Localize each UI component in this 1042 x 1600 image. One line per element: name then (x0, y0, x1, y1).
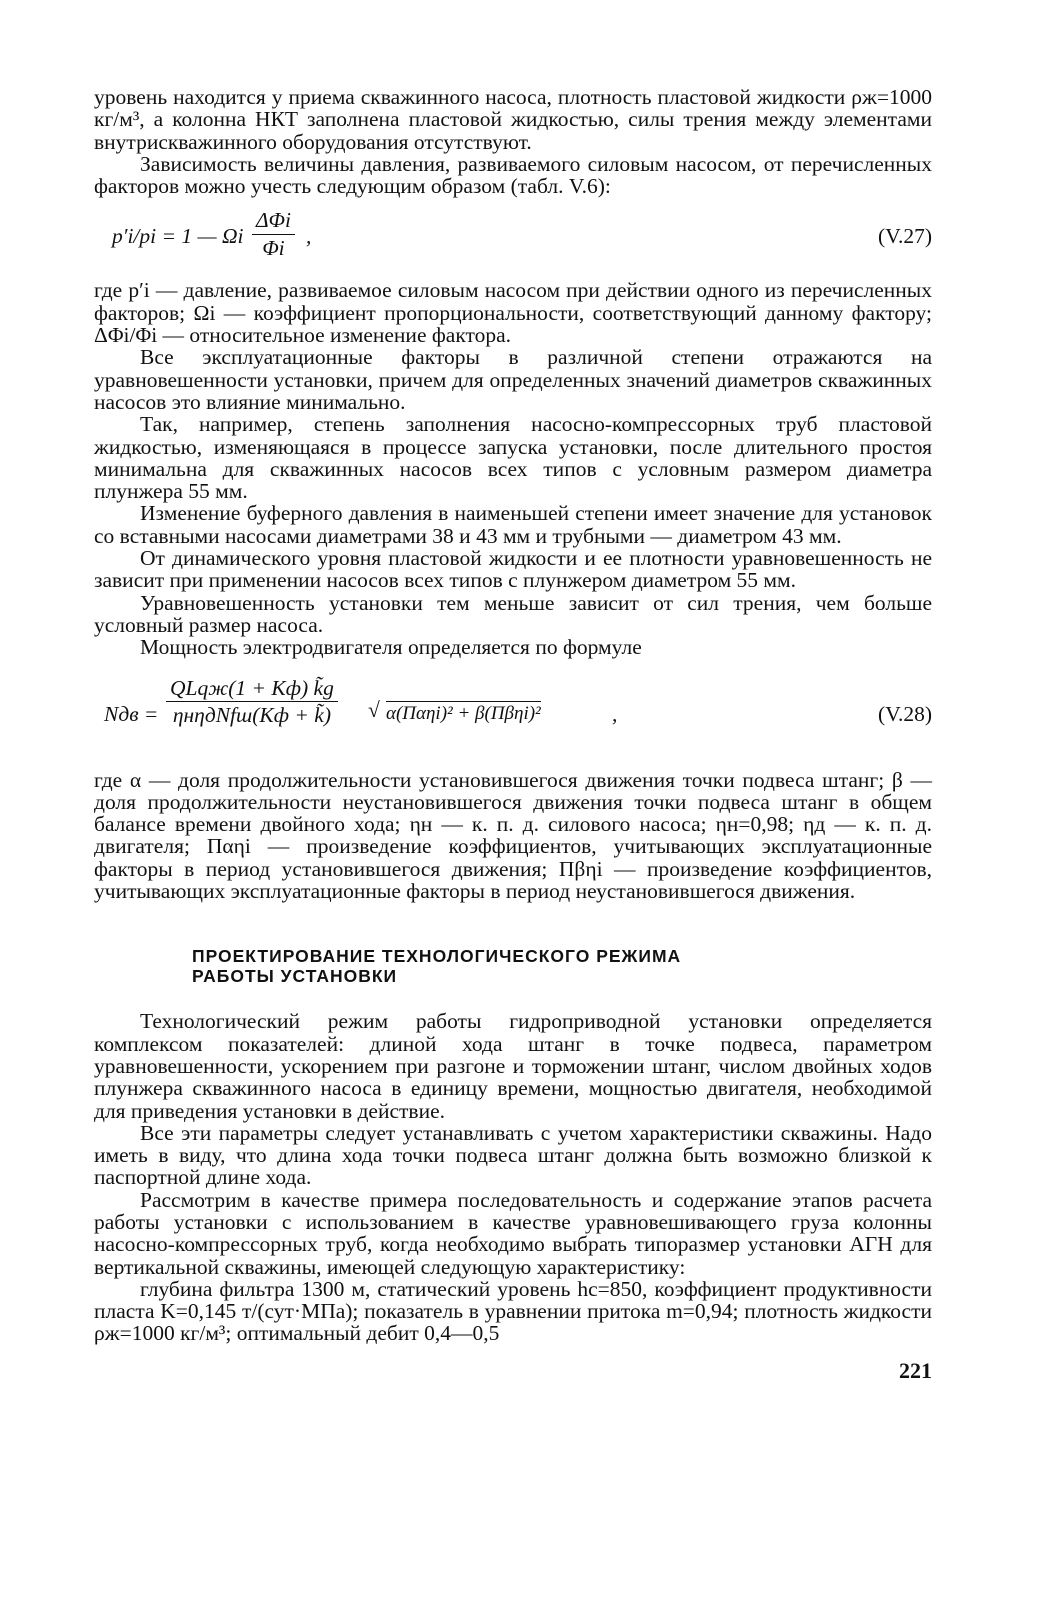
paragraph: Технологический режим работы гидроприводной установки определяется комплексом показателей: длиной хода штанг в точке подвеса, параметром уравновешенности, ускорением при разгоне и торможении штанг, числом двойных ходов плунжера скважинного насоса в единицу времени, мощностью двигателя, необходимой для приведения установки в действие. (94, 1009, 932, 1123)
formula-radicand: α(Παηi)² + β(Πβηi)² (386, 702, 541, 724)
section-heading-line: ПРОЕКТИРОВАНИЕ ТЕХНОЛОГИЧЕСКОГО РЕЖИМА (192, 946, 682, 967)
formula-lhs: Nдв = (104, 701, 159, 726)
paragraph: Уравновешенность установки тем меньше зависит от сил трения, чем больше условный размер насоса. (94, 590, 932, 637)
section-heading (192, 946, 932, 986)
paragraph: Изменение буферного давления в наименьшей степени имеет значение для установок со вставными насосами диаметрами 38 и 43 мм и трубными — диаметром 43 мм. (94, 501, 932, 548)
section-heading-line: РАБОТЫ УСТАНОВКИ (192, 966, 398, 987)
formula-fraction (166, 677, 338, 727)
formula-fraction (252, 209, 295, 259)
formula-number: (V.27) (878, 224, 932, 249)
formula-number: (V.28) (878, 701, 932, 726)
paragraph: Все эксплуатационные факторы в различной степени отражаются на уравновешенности установки, причем для определенных значений диаметров скважинных насосов это влияние минимально. (94, 345, 932, 414)
formula-v28 (94, 669, 932, 761)
paragraph: Так, например, степень заполнения насосно-компрессорных труб пластовой жидкостью, изменяющаяся в процессе запуска установки, после длительного простоя минимальна для скважинных насосов всех типов с условным размером диаметра плунжера 55 мм. (94, 412, 932, 504)
paragraph: где p′i — давление, развиваемое силовым насосом при действии одного из перечисленных факторов; Ωi — коэффициент пропорциональности, соответствующий данному фактору; ΔΦi/Φi — относительное изменение фактора. (94, 278, 932, 348)
page-body (94, 85, 932, 1384)
paragraph: Зависимость величины давления, развиваемого силовым насосом, от перечисленных факторов можно учесть следующим образом (табл. V.6): (94, 151, 932, 199)
sqrt-sign: √ (368, 697, 380, 722)
page-number: 221 (899, 1358, 932, 1384)
paragraph: где α — доля продолжительности установившегося движения точки подвеса штанг; β — доля продолжительности неустановившегося движения точки подвеса штанг в общем балансе времени двойного хода; ηн — к. п. д. силового насоса; ηн=0,98; ηд — к. п. д. двигателя; Παηi — произведение коэффициентов, учитывающих эксплуатационные факторы в период установившегося движения; Πβηi — произведение коэффициентов, учитывающих эксплуатационные факторы в период неустановившегося движения. (94, 767, 932, 904)
formula-numerator: QLqж(1 + Kф) k̃g (166, 677, 338, 702)
paragraph: Все эти параметры следует устанавливать с учетом характеристики скважины. Надо иметь в виду, что длина хода точки подвеса штанг должна быть возможно близкой к паспортной длине хода. (94, 1120, 932, 1190)
paragraph: Мощность электродвигателя определяется по формуле (140, 635, 642, 660)
paragraph: От динамического уровня пластовой жидкости и ее плотности уравновешенность не зависит при применении насосов всех типов с плунжером диаметром 55 мм. (94, 546, 932, 593)
paragraph: Рассмотрим в качестве примера последовательность и содержание этапов расчета работы установки с использованием в качестве уравновешивающего груза колонны насосно-компрессорных труб, когда необходимо выбрать типоразмер установки АГН для вертикальной скважины, имеющей следующую характеристику: (94, 1187, 932, 1279)
formula-tail: , (612, 701, 618, 726)
formula-lhs: p′i/pi = 1 — Ωi (112, 224, 244, 249)
formula-denominator: ηнηдNfш(Kф + k̃) (172, 702, 331, 727)
formula-v27 (94, 205, 932, 267)
paragraph: глубина фильтра 1300 м, статический уровень hс=850, коэффициент продуктивности пласта K=0,145 т/(сут·МПа); показатель в уравнении притока m=0,94; плотность жидкости ρж=1000 кг/м³; оптимальный дебит 0,4—0,5 (94, 1276, 932, 1346)
formula-denominator: Φi (262, 235, 285, 260)
formula-numerator: ΔΦi (252, 209, 295, 234)
paragraph: уровень находится у приема скважинного насоса, плотность пластовой жидкости ρж=1000 кг/м³, а колонна НКТ заполнена пластовой жидкостью, силы трения между элементами внутрискважинного оборудования отсутствуют. (94, 85, 932, 154)
formula-tail: , (306, 224, 312, 249)
